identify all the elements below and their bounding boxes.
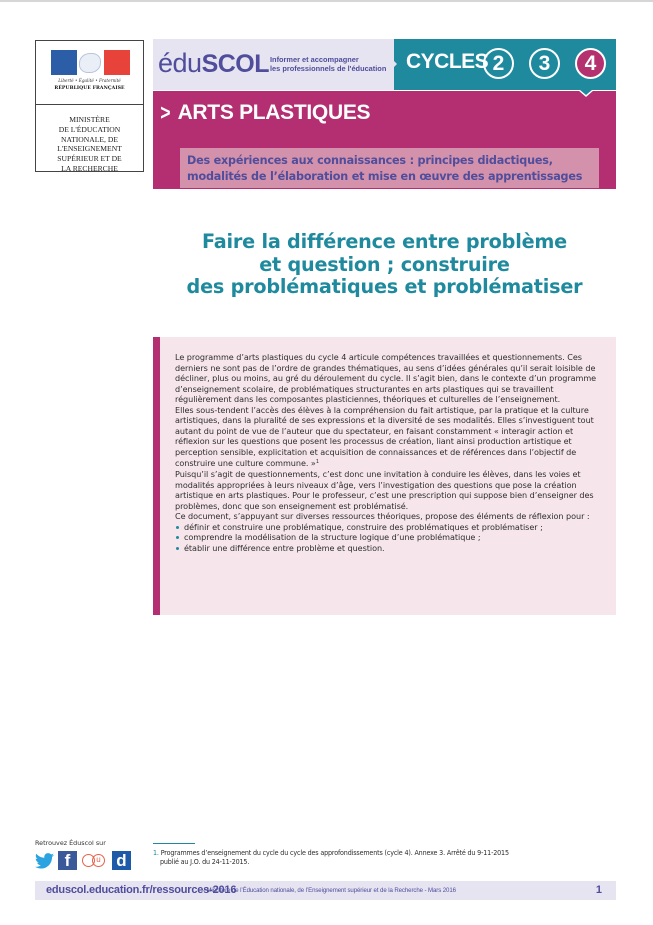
social-label: Retrouvez Éduscol sur: [35, 839, 106, 847]
header-banner: [153, 39, 616, 189]
subject-title: > ARTS PLASTIQUES: [160, 100, 371, 125]
cycle-3-badge: 3: [529, 48, 560, 79]
list-item: définir et construire une problématique, construire des problématiques et problématiser ;: [175, 522, 608, 533]
facebook-icon[interactable]: f: [58, 851, 77, 870]
intro-paragraph: Puisqu’il s’agit de questionnements, c’est donc une invitation à conduire les élèves, dans les voies et modalités appropriées à leurs niveaux d’âge, vers l’investigation des questions que pose la création artistique en arts plastiques. Pour le professeur, c’est une prescription qui suppose bien d’enseigner des problèmes, donc que son enseignement est problématisé.: [175, 469, 594, 511]
page-top-rule: [0, 0, 653, 2]
intro-text: [175, 352, 608, 553]
footnote-number: 1.: [153, 848, 159, 857]
eduscol-tagline: Informer et accompagner les professionnels de l'éducation: [270, 55, 387, 73]
intro-accent-bar: [153, 337, 160, 615]
dailymotion-icon[interactable]: d: [112, 851, 131, 870]
republique-francaise-label: RÉPUBLIQUE FRANÇAISE: [54, 86, 125, 91]
ministry-logo: [35, 40, 144, 172]
list-item: établir une différence entre problème et question.: [175, 543, 608, 554]
subtitle-box: Des expériences aux connaissances : principes didactiques, modalités de l’élaboration et mise en œuvre des apprentissages: [180, 148, 599, 188]
eduscol-logo: éduSCOL: [158, 48, 270, 78]
eduscol-url-link[interactable]: eduscol.education.fr/ressources-2016: [46, 884, 237, 896]
intro-bullet-list: [175, 522, 608, 554]
ministry-name: MINISTÈRE DE L'ÉDUCATION NATIONALE, DE L'ENSEIGNEMENT SUPÉRIEUR ET DE LA RECHERCHE: [57, 115, 122, 173]
document-title: Faire la différence entre problème et question ; construire des problématiques et problématiser: [186, 230, 583, 298]
cycle-4-badge-active: 4: [575, 48, 606, 79]
chevron-right-icon: >: [160, 100, 171, 125]
intro-paragraph: Le programme d’arts plastiques du cycle 4 articule compétences travaillées et questionnements. Ces derniers ne sont pas de l’ordre de grandes thématiques, au sens d’idées générales qu’il serait loisible de décliner, plus ou moins, au gré du déroulement du cycle. Il s’agit bien, dans le contexte d’un programme d’enseignement scolaire, de problématiques structurantes en arts plastiques qui se travaillent régulièrement dans les composantes plasticiennes, théoriques et culturelles de l’enseignement.: [175, 352, 597, 405]
footnote-ref-link[interactable]: 1: [315, 459, 319, 466]
page-number: 1: [595, 884, 602, 896]
footnote-rule: [153, 843, 195, 844]
list-item: comprendre la modélisation de la structure logique d’une problématique ;: [175, 532, 608, 543]
canal-u-icon[interactable]: u: [81, 851, 108, 870]
footer-credit: - Ministère de l’Éducation nationale, de l’Enseignement supérieur et de la Recherche - Mars 2016: [203, 887, 456, 894]
marianne-icon: [79, 53, 101, 73]
cycles-label: CYCLES: [406, 50, 489, 73]
page-footer: [35, 881, 616, 900]
eduscol-bar: [153, 39, 394, 90]
republique-francaise-logo: [36, 41, 143, 105]
footnote: 1. Programmes d’enseignement du cycle du cycle des approfondissements (cycle 4). Annexe 3. Arrêté du 9-11-2015 publié au J.O. du 24-11-2015.: [153, 848, 509, 866]
subject-bar: [153, 90, 616, 189]
social-links: [35, 851, 131, 870]
twitter-icon[interactable]: [35, 851, 54, 870]
republic-motto: Liberté • Égalité • Fraternité: [58, 78, 121, 83]
french-flag-icon: [51, 50, 130, 75]
cycle-2-badge: 2: [483, 48, 514, 79]
intro-box: [153, 337, 616, 615]
intro-paragraph: Elles sous-tendent l’accès des élèves à la compréhension du fait artistique, par la pratique et la culture artistiques, dans la pluralité de ses expressions et la diversité de ses modalités. Elles s’investiguent tout autant du point de vue de l’auteur que du spectateur, en faisant constamment « interagir action et réflexion sur les questions que posent les processus de création, liant ainsi production artistique et perception sensible, explicitation et acquisition de connaissances et de références dans l’objectif de construire une culture commune. »$^1$: [175, 404, 594, 469]
cycles-bar: [394, 39, 616, 90]
intro-paragraph: Ce document, s’appuyant sur diverses ressources théoriques, propose des éléments de réflexion pour :: [175, 511, 590, 522]
